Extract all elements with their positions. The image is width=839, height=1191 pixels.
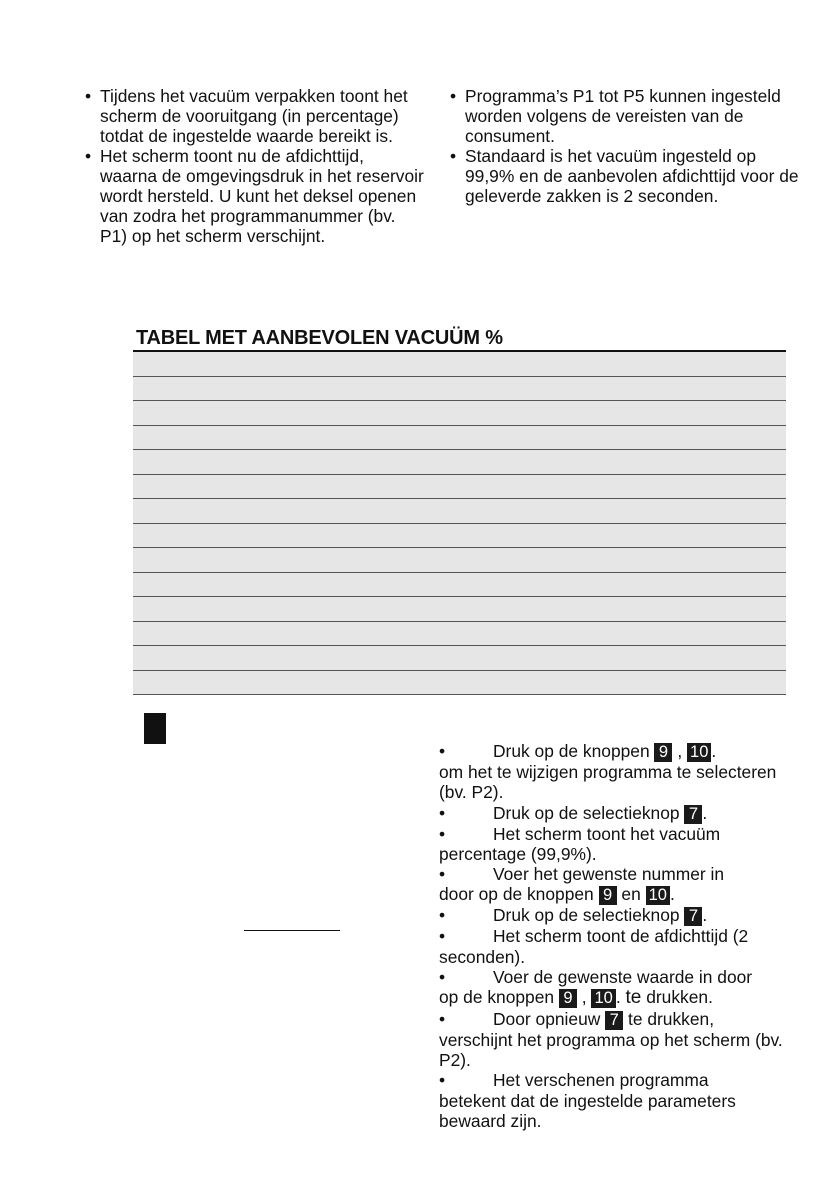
key-9: 9 [559,989,577,1008]
bullet-dot: • [450,146,457,166]
step-2: • Druk op de selectieknop 7 . [439,802,708,823]
table-row [133,622,786,647]
table-row [133,426,786,451]
left-bullet-list [84,86,424,246]
table-row [133,573,786,598]
key-7: 7 [605,1011,623,1030]
list-item: • Programma’s P1 tot P5 kunnen ingesteld worden volgens de vereisten van de consument. [450,86,781,146]
step-6: • Het scherm toont de afdichttijd (2 seconden). [439,926,749,967]
table-row [133,475,786,500]
key-7: 7 [684,805,702,824]
table-row [133,646,786,671]
step-9: • Het verschenen programma betekent dat de ingestelde parameters bewaard zijn. [439,1070,736,1131]
list-item: • Tijdens het vacuüm verpakken toont het scherm de vooruitgang (in percentage) totdat de ingestelde waarde bereikt is. [85,86,408,146]
table-title: TABEL MET AANBEVOLEN VACUÜM % [133,326,786,352]
table-row [133,377,786,402]
table-row [133,499,786,524]
step-1: • Druk op de knoppen 9 , 10 . om het te wijzigen programma te selecteren (bv. P2). [439,741,777,803]
table-row [133,450,786,475]
bullet-dot: • [450,86,457,106]
step-5: • Druk op de selectieknop 7 . [439,905,708,926]
vacuum-table [133,326,786,695]
bullet-dot: • [85,86,92,106]
step-8: • Door opnieuw 7 te drukken, verschijnt het programma op het scherm (bv. P2). [439,1008,783,1070]
table-row [133,524,786,549]
table-row [133,352,786,377]
table-row [133,401,786,426]
key-9: 9 [654,743,672,762]
underline-line [244,930,340,931]
step-4: • Voer het gewenste nummer in door op de knoppen 9 en 10 . [439,864,725,905]
key-7: 7 [684,907,702,926]
step-3: • Het scherm toont het vacuüm percentage (99,9%). [439,823,721,864]
list-item: • Het scherm toont nu de afdichttijd, waarna de omgevingsdruk in het reservoir wordt hersteld. U kunt het deksel openen van zodra het programmanummer (bv. P1) op het scherm verschijnt. [85,146,424,246]
key-9: 9 [599,886,617,905]
section-marker [144,713,166,744]
left-text-column [84,86,424,246]
right-text-column [449,86,799,206]
table-row [133,671,786,696]
step-7: • Voer de gewenste waarde in door op de knoppen 9 , 10 . te drukken. [439,967,753,1009]
list-item: • Standaard is het vacuüm ingesteld op 99,9% en de aanbevolen afdichttijd voor de geleverde zakken is 2 seconden. [450,146,799,206]
bullet-dot: • [85,146,92,166]
right-bullet-list [449,86,799,206]
table-row [133,597,786,622]
table-body [133,352,786,695]
table-row [133,548,786,573]
key-10: 10 [646,886,670,905]
key-10: 10 [687,743,711,762]
instruction-steps [439,741,789,1131]
key-10: 10 [591,989,615,1008]
